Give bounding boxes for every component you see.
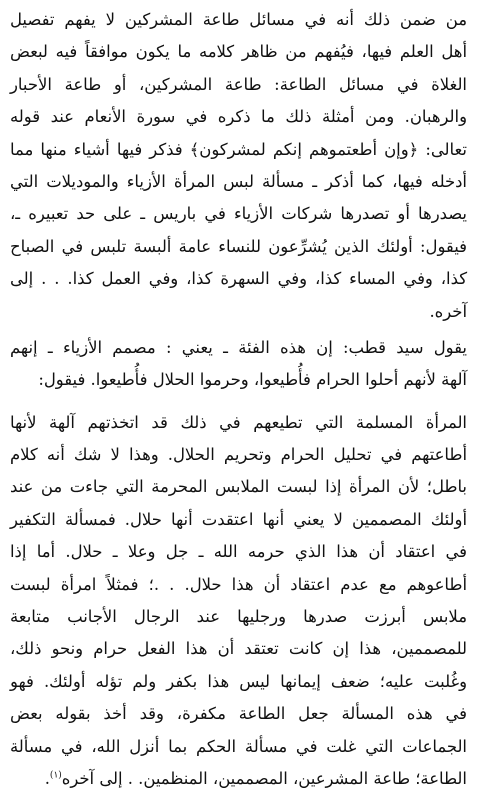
text-line: وغُلبت عليه؛ ضعف إيمانها ليس هذا بكفر ولم تؤله أولئك. فهو	[10, 671, 467, 691]
text-line: في اعتقاد أن هذا الذي حرمه الله ـ جل وعلا ـ حلال. أما إذا	[10, 542, 467, 562]
line-text: الطاعة؛ طاعة المشرعين، المصممين، المنظمين. . إلى آخره	[61, 768, 467, 788]
text-line: المرأة المسلمة التي تطيعهم في ذلك قد اتخذتهم آلهة لأنها	[10, 412, 467, 432]
text-line	[10, 763, 467, 795]
text-line: في هذه المسألة جعل الطاعة مكفرة، وقد أخذ بقوله بعض	[10, 704, 467, 724]
text-line: آخره.	[429, 301, 467, 321]
paragraph-1	[10, 4, 467, 328]
text-line: فيقول: أولئك الذين يُشرِّعون للنساء عامة ألبسة تلبس في الصباح	[10, 236, 467, 256]
text-line: والرهبان. ومن أمثلة ذلك ما ذكره في سورة الأنعام عند قوله	[10, 107, 467, 127]
text-line: آلهة لأنهم أحلوا الحرام فأُطيعوا، وحرموا الحلال فأُطيعوا. فيقول:	[38, 370, 467, 390]
text-line: ملابس أبرزت صدرها ورجليها عند الرجال الأجانب متابعة	[10, 607, 467, 627]
text-line: من ضمن ذلك أنه في مسائل طاعة المشركين لا يفهم تفصيل	[10, 10, 467, 29]
paragraph-2	[10, 332, 467, 397]
text-line: يصدرها أو تصدرها شركات الأزياء في باريس ـ على حد تعبيره ـ،	[10, 204, 467, 224]
text-line: باطل؛ لأن المرأة إذا لبست الملابس المحرمة التي جاءت من عند	[10, 477, 467, 497]
text-line: الجماعات التي غلت في مسألة الحكم بما أنزل الله، في مسألة	[10, 736, 467, 756]
text-line: يقول سيد قطب: إن هذه الفئة ـ يعني : مصمم الأزياء ـ إنهم	[10, 337, 467, 357]
text-line: أهل العلم فيها، فيُفهم من ظاهر كلامه ما يكون موافقاً فيه لبعض	[10, 42, 467, 62]
closing-period: .	[44, 768, 50, 788]
text-line: أولئك المصممين لا يعني أنها اعتقدت أنها حلال. فمسألة التكفير	[10, 509, 467, 529]
text-line: أدخله فيها، كما أذكر ـ مسألة لبس المرأة الأزياء والموديلات التي	[10, 171, 467, 191]
footnote-reference[interactable]: (١)	[49, 770, 62, 781]
text-line: الغلاة في مسائل الطاعة: طاعة المشركين، أو طاعة الأحبار	[10, 74, 467, 94]
document-page	[10, 4, 467, 795]
text-line: كذا، وفي المساء كذا، وفي السهرة كذا، وفي العمل كذا. . . إلى	[10, 269, 467, 289]
text-line: أطاعوهم مع عدم اعتقاد أن هذا حلال. . .؛ فمثلاً امرأة لبست	[10, 574, 467, 594]
paragraph-3	[10, 407, 467, 795]
text-line: تعالى: ﴿وإن أطعتموهم إنكم لمشركون﴾ فذكر فيها أشياء منها مما	[10, 139, 467, 159]
text-line: للمصممين، هذا إن كانت تعتقد أن هذا الفعل حرام ونحو ذلك،	[10, 639, 467, 659]
text-line: أطاعتهم في تحليل الحرام وتحريم الحلال. وهذا لا شك أنه كلام	[10, 445, 467, 465]
